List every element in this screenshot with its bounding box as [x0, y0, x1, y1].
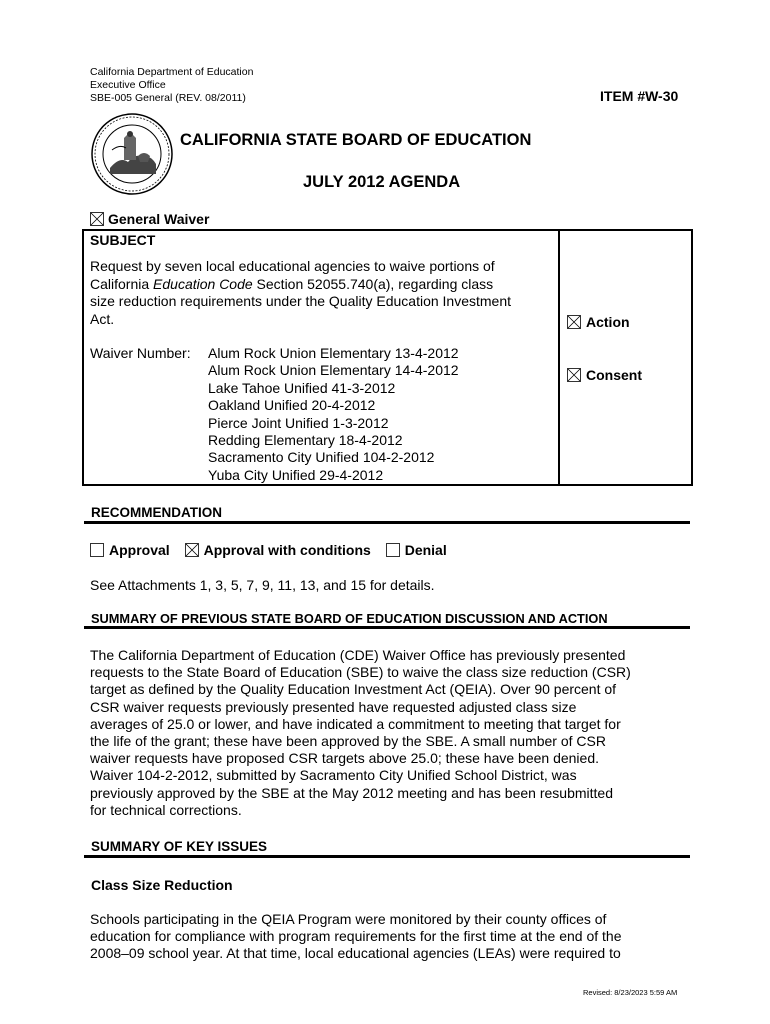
- key-issues-heading: SUMMARY OF KEY ISSUES: [91, 839, 268, 854]
- revised-timestamp: Revised: 8/23/2023 5:59 AM: [583, 988, 678, 997]
- recommendation-details: See Attachments 1, 3, 5, 7, 9, 11, 13, and 15 for details.: [90, 577, 435, 593]
- recommendation-options: [90, 542, 458, 558]
- checked-box-icon: [567, 315, 581, 329]
- key-issues-text: Schools participating in the QEIA Program were monitored by their county offices of education for compliance with program requirements for the first time at the end of the 2008–09 school year. At that time, local educational agencies (LEAs) were required to: [90, 911, 622, 962]
- department-name: California Department of Education: [90, 66, 254, 78]
- agenda-title: JULY 2012 AGENDA: [303, 173, 461, 191]
- consent-label: Consent: [586, 367, 642, 383]
- form-number: SBE-005 General (REV. 08/2011): [90, 92, 246, 104]
- denial-label: Denial: [404, 542, 447, 558]
- action-label: Action: [586, 314, 630, 330]
- list-item: Lake Tahoe Unified 41-3-2012: [208, 379, 396, 396]
- item-number: ITEM #W-30: [600, 88, 679, 104]
- action-option[interactable]: [567, 314, 630, 330]
- subject-divider: [558, 229, 560, 485]
- general-waiver-label: General Waiver: [108, 211, 210, 227]
- unchecked-box-icon: [90, 543, 104, 557]
- list-item: Pierce Joint Unified 1-3-2012: [208, 414, 389, 431]
- class-size-reduction-heading: Class Size Reduction: [91, 877, 233, 893]
- checked-box-icon: [90, 212, 104, 226]
- waiver-number-label: Waiver Number:: [90, 345, 191, 361]
- approval-label: Approval: [109, 542, 170, 558]
- section-divider: [84, 521, 690, 524]
- approval-option[interactable]: [90, 542, 174, 558]
- general-waiver-option[interactable]: [90, 211, 209, 227]
- previous-action-heading: SUMMARY OF PREVIOUS STATE BOARD OF EDUCATION DISCUSSION AND ACTION: [91, 611, 608, 626]
- checked-box-icon: [567, 368, 581, 382]
- list-item: Sacramento City Unified 104-2-2012: [208, 449, 435, 466]
- state-seal-icon: [90, 112, 174, 196]
- section-divider: [84, 855, 690, 858]
- denial-option[interactable]: [386, 542, 447, 558]
- list-item: Alum Rock Union Elementary 14-4-2012: [208, 362, 459, 379]
- subject-text: Request by seven local educational agencies to waive portions of California Education Code Section 52055.740(a), regarding class size reduction requirements under the Quality Education Investment Act.: [90, 258, 512, 327]
- section-divider: [84, 626, 690, 629]
- office-name: Executive Office: [90, 79, 166, 91]
- approval-with-conditions-label: Approval with conditions: [203, 542, 371, 558]
- unchecked-box-icon: [386, 543, 400, 557]
- recommendation-heading: RECOMMENDATION: [91, 505, 222, 520]
- list-item: Redding Elementary 18-4-2012: [208, 432, 403, 449]
- checked-box-icon: [185, 543, 199, 557]
- list-item: Yuba City Unified 29-4-2012: [208, 466, 384, 483]
- list-item: Oakland Unified 20-4-2012: [208, 397, 376, 414]
- consent-option[interactable]: [567, 367, 642, 383]
- header-block: [90, 66, 253, 105]
- approval-with-conditions-option[interactable]: [185, 542, 375, 558]
- previous-action-text: The California Department of Education (CDE) Waiver Office has previously presented requests to the State Board of Education (SBE) to waive the class size reduction (CSR) target as defined by the Quality Education Investment Act (QEIA). Over 90 percent of CSR waiver requests previously presented have requested adjusted class size averages of 25.0 or lower, and have indicated a commitment to meeting that target for the life of the grant; these have been approved by the SBE. A small number of CSR waiver requests have proposed CSR targets above 25.0; these have been denied. Waiver 104-2-2012, submitted by Sacramento City Unified School District, was previously approved by the SBE at the May 2012 meeting and has been resubmitted for technical corrections.: [90, 647, 631, 818]
- board-title: CALIFORNIA STATE BOARD OF EDUCATION: [180, 131, 532, 149]
- list-item: Alum Rock Union Elementary 13-4-2012: [208, 345, 459, 361]
- waiver-list: [208, 345, 459, 484]
- subject-label: SUBJECT: [90, 232, 156, 248]
